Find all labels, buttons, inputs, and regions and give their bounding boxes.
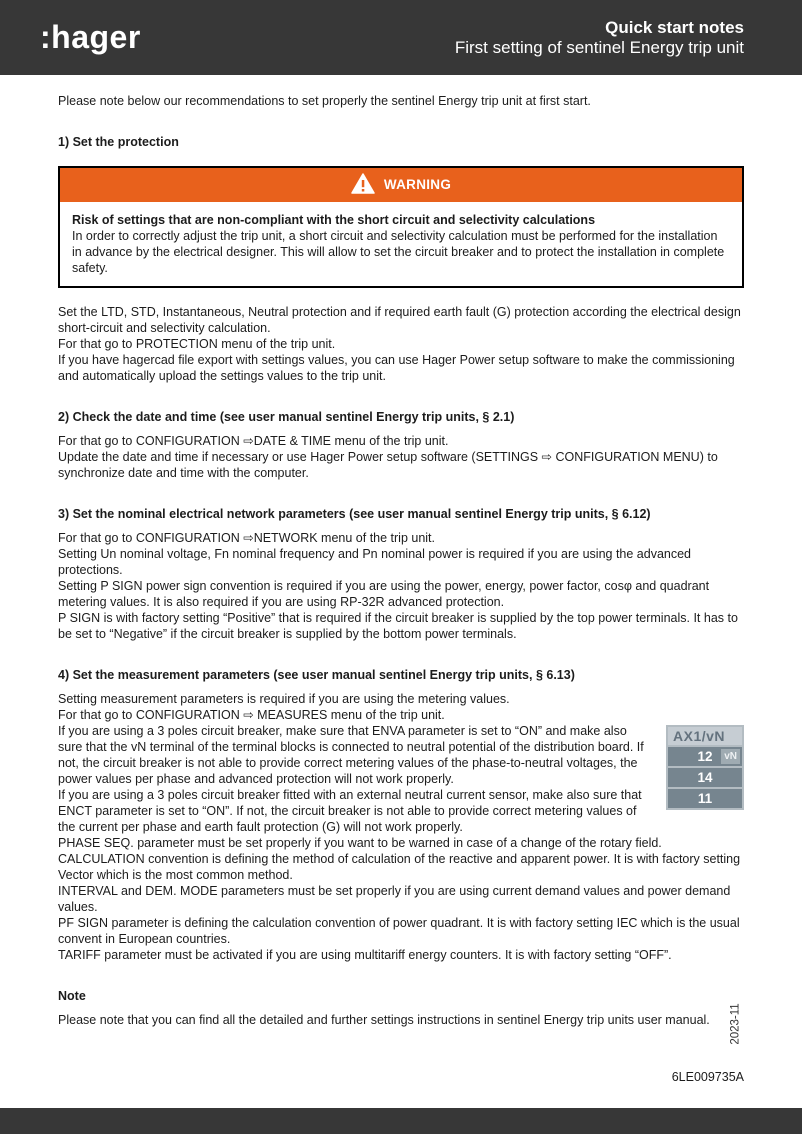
section4-heading: 4) Set the measurement parameters (see user manual sentinel Energy trip units, § 6.13)	[58, 668, 575, 682]
paragraph-line: Set the LTD, STD, Instantaneous, Neutral protection and if required earth fault (G) protection according the electrical design short-circuit and selectivity calculation.	[58, 305, 741, 335]
header-bar	[0, 0, 802, 75]
warning-header	[60, 168, 742, 202]
paragraph-line: Setting P SIGN power sign convention is required if you are using the power, energy, power factor, cosφ and quadrant metering values. It is also required if you are using RP-32R advanced protection.	[58, 579, 710, 609]
vertical-date-container	[712, 1000, 760, 1048]
paragraph-line: CALCULATION convention is defining the method of calculation of the reactive and apparent power. It is with factory setting Vector which is the most common method.	[58, 852, 741, 882]
paragraph-line: INTERVAL and DEM. MODE parameters must be set properly if you are using current demand values and power demand values.	[58, 884, 731, 914]
paragraph-line: Setting measurement parameters is required if you are using the metering values.	[58, 692, 510, 706]
paragraph-line: If you have hagercad file export with settings values, you can use Hager Power setup software to make the commissioning and automatically upload the settings values to the trip unit.	[58, 353, 735, 383]
paragraph-line: Update the date and time if necessary or use Hager Power setup software (SETTINGS ⇨ CONFIGURATION MENU) to synchronize date and time with the computer.	[58, 450, 718, 480]
note-paragraph	[58, 1012, 744, 1028]
warning-label: WARNING	[383, 177, 452, 192]
document-reference: 6LE009735A	[671, 1070, 744, 1084]
paragraph-line: Please note that you can find all the detailed and further settings instructions in sentinel Energy trip units user manual.	[58, 1013, 710, 1027]
paragraph-line: P SIGN is with factory setting “Positive” that is required if the circuit breaker is supplied by the top power terminals. It has to be set to “Negative” if the circuit breaker is supplied by the bottom power terminals.	[58, 611, 738, 641]
terminal-label: AX1/vN	[668, 727, 742, 745]
paragraph-line: If you are using a 3 poles circuit breaker fitted with an external neutral current sensor, make also sure that ENCT parameter is set to “ON”. If not, the circuit breaker is not able to provide correct metering values of the current per phase and earth fault protection (G) will not work properly.	[58, 788, 642, 834]
warning-body: In order to correctly adjust the trip unit, a short circuit and selectivity calculation must be performed for the installation in advance by the electrical designer. This will allow to set the circuit breaker and to protect the installation in complete safety.	[72, 229, 725, 275]
header-titles	[455, 18, 744, 58]
doc-subtitle: First setting of sentinel Energy trip unit	[454, 37, 744, 57]
paragraph-line: If you are using a 3 poles circuit breaker, make sure that ENVA parameter is set to “ON” and make also sure that the vN terminal of the terminal blocks is connected to neutral potential of the distribution board. If not, the circuit breaker is not able to provide correct metering values of the phase-to-neutral voltages, the power values per phase and advanced protection will not work properly.	[58, 724, 644, 786]
warning-title: Risk of settings that are non-compliant with the short circuit and selectivity calculations	[72, 213, 596, 227]
terminal-block-diagram	[666, 725, 744, 810]
doc-title: Quick start notes	[605, 17, 744, 37]
terminal-number: 14	[697, 769, 713, 785]
terminal-vn-tag: vN	[721, 749, 740, 764]
footer-bar	[0, 1108, 802, 1134]
paragraph-line: For that go to CONFIGURATION ⇨DATE & TIME menu of the trip unit.	[58, 434, 449, 448]
terminal-row	[668, 768, 742, 787]
section3-heading: 3) Set the nominal electrical network parameters (see user manual sentinel Energy trip units, § 6.12)	[58, 507, 651, 521]
intro-text: Please note below our recommendations to set properly the sentinel Energy trip unit at first start.	[58, 94, 591, 108]
paragraph-line: TARIFF parameter must be activated if you are using multitariff energy counters. It is with factory setting “OFF”.	[58, 948, 672, 962]
paragraph-line: PHASE SEQ. parameter must be set properly if you want to be warned in case of a change of the rotary field.	[58, 836, 662, 850]
paragraph-line: For that go to PROTECTION menu of the trip unit.	[58, 337, 336, 351]
hager-logo: :hager	[40, 19, 141, 55]
section1-paragraph	[58, 304, 744, 384]
terminal-number: 11	[697, 790, 713, 806]
note-heading: Note	[58, 989, 86, 1003]
section3-paragraph	[58, 530, 744, 642]
warning-box	[58, 166, 744, 288]
warning-triangle-icon	[351, 173, 375, 198]
paragraph-line: For that go to CONFIGURATION ⇨NETWORK menu of the trip unit.	[58, 531, 436, 545]
section4-paragraph	[58, 691, 744, 963]
terminal-row	[668, 789, 742, 808]
terminal-number: 12	[697, 748, 713, 764]
section2-heading: 2) Check the date and time (see user manual sentinel Energy trip units, § 2.1)	[58, 410, 515, 424]
paragraph-line: Setting Un nominal voltage, Fn nominal frequency and Pn nominal power is required if you are using the advanced protections.	[58, 547, 692, 577]
terminal-row	[668, 747, 742, 766]
paragraph-line: For that go to CONFIGURATION ⇨ MEASURES menu of the trip unit.	[58, 708, 445, 722]
paragraph-line: PF SIGN parameter is defining the calculation convention of power quadrant. It is with factory setting IEC which is the usual convent in European countries.	[58, 916, 740, 946]
edition-date: 2023-11	[729, 1003, 742, 1045]
section2-paragraph	[58, 433, 744, 481]
section1-heading: 1) Set the protection	[58, 135, 179, 149]
document-body	[58, 75, 744, 1028]
